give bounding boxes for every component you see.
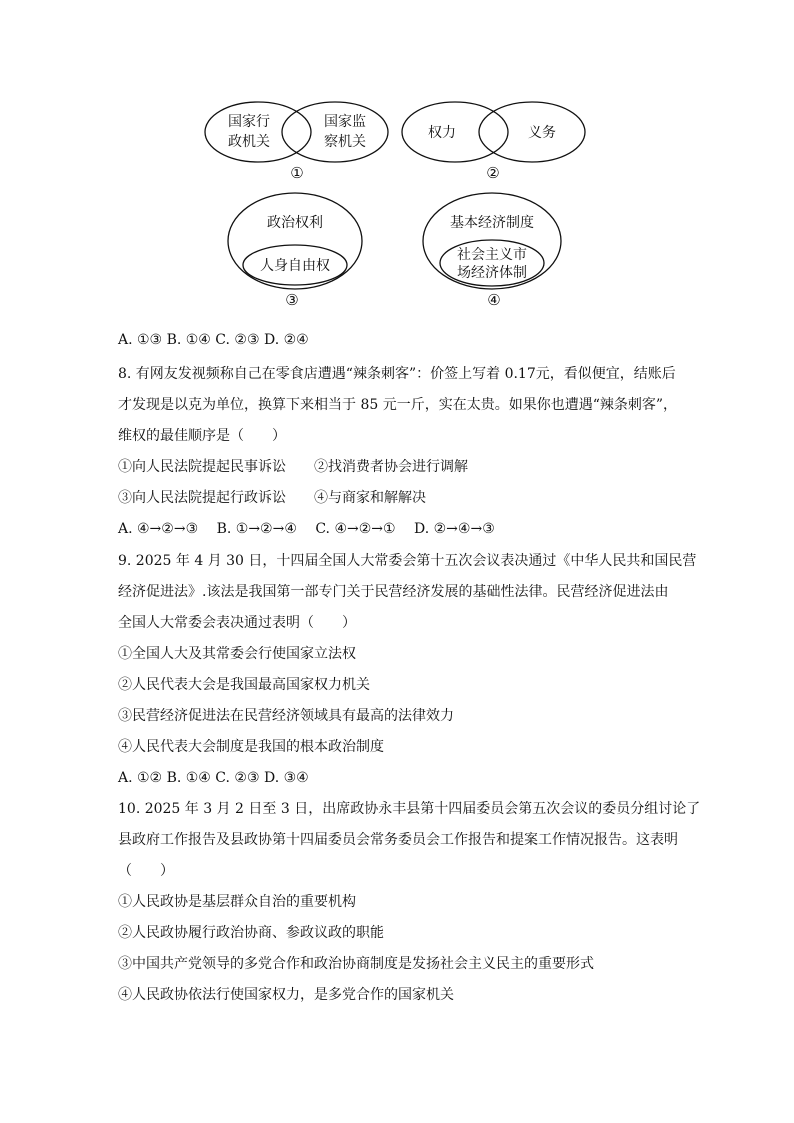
q9-item-4: ④人民代表大会制度是我国的根本政治制度 <box>118 739 384 755</box>
diagram1-left-line1: 国家行 <box>228 114 270 130</box>
q9-options: A. ①② B. ①④ C. ②③ D. ③④ <box>118 770 309 786</box>
q10-stem-line1: 10. 2025 年 3 月 2 日至 3 日，出席政协永丰县第十四届委员会第五次会议的委员分组讨论了 <box>118 801 701 817</box>
diagram3-outer-label: 政治权利 <box>267 215 323 231</box>
diagram3-outer-ellipse <box>228 193 362 289</box>
q10-stem-line3: （ ） <box>118 863 174 879</box>
diagram2-left-label: 权力 <box>428 125 456 141</box>
diagram1-left-line2: 政机关 <box>228 134 270 150</box>
q9-item-2: ②人民代表大会是我国最高国家权力机关 <box>118 677 370 693</box>
q8-stem-line3: 维权的最佳顺序是（ ） <box>118 428 286 444</box>
diagram1-right-line2: 察机关 <box>324 134 366 150</box>
q10-item-3: ③中国共产党领导的多党合作和政治协商制度是发扬社会主义民主的重要形式 <box>118 956 594 972</box>
diagram4-inner-line1: 社会主义市 <box>457 247 527 263</box>
q9-stem-line1: 9. 2025 年 4 月 30 日，十四届全国人大常委会第十五次会议表决通过《中华人民共和国民营 <box>118 553 697 569</box>
diagram1-marker: ① <box>290 164 304 182</box>
q8-item-3-4: ③向人民法院提起行政诉讼 ④与商家和解解决 <box>118 490 426 506</box>
q10-item-4: ④人民政协依法行使国家权力，是多党合作的国家机关 <box>118 987 454 1003</box>
q9-item-1: ①全国人大及其常委会行使国家立法权 <box>118 646 356 662</box>
diagram4-inner-line2: 场经济体制 <box>457 265 527 281</box>
q10-item-1: ①人民政协是基层群众自治的重要机构 <box>118 894 356 910</box>
diagram1-right-ellipse <box>282 102 388 162</box>
diagram4-outer-label: 基本经济制度 <box>450 215 534 231</box>
diagram1-left-ellipse <box>205 102 311 162</box>
q8-options: A. ④→②→③ B. ①→②→④ C. ④→②→① D. ②→④→③ <box>118 521 495 537</box>
diagram2-right-label: 义务 <box>528 125 556 141</box>
q10-stem-line2: 县政府工作报告及县政协第十四届委员会常务委员会工作报告和提案工作情况报告。这表明 <box>118 832 678 848</box>
diagram4-marker: ④ <box>487 291 501 309</box>
q9-stem-line2: 经济促进法》.该法是我国第一部专门关于民营经济发展的基础性法律。民营经济促进法由 <box>118 584 669 600</box>
concept-diagrams <box>0 0 794 330</box>
q10-item-2: ②人民政协履行政治协商、参政议政的职能 <box>118 925 384 941</box>
q7-options: A. ①③ B. ①④ C. ②③ D. ②④ <box>118 332 309 348</box>
q8-item-1-2: ①向人民法院提起民事诉讼 ②找消费者协会进行调解 <box>118 459 468 475</box>
diagram2-marker: ② <box>486 164 500 182</box>
q9-stem-line3: 全国人大常委会表决通过表明（ ） <box>118 615 356 631</box>
q8-stem-line2: 才发现是以克为单位，换算下来相当于 85 元一斤，实在太贵。如果你也遭遇“辣条刺客”， <box>118 397 678 413</box>
q8-stem-line1: 8. 有网友发视频称自己在零食店遭遇“辣条刺客”：价签上写着 0.17元，看似便宜，结账后 <box>118 366 676 382</box>
diagram3-inner-label: 人身自由权 <box>260 258 330 274</box>
q9-item-3: ③民营经济促进法在民营经济领域具有最高的法律效力 <box>118 708 454 724</box>
diagram1-right-line1: 国家监 <box>324 114 366 130</box>
diagram3-marker: ③ <box>285 291 299 309</box>
